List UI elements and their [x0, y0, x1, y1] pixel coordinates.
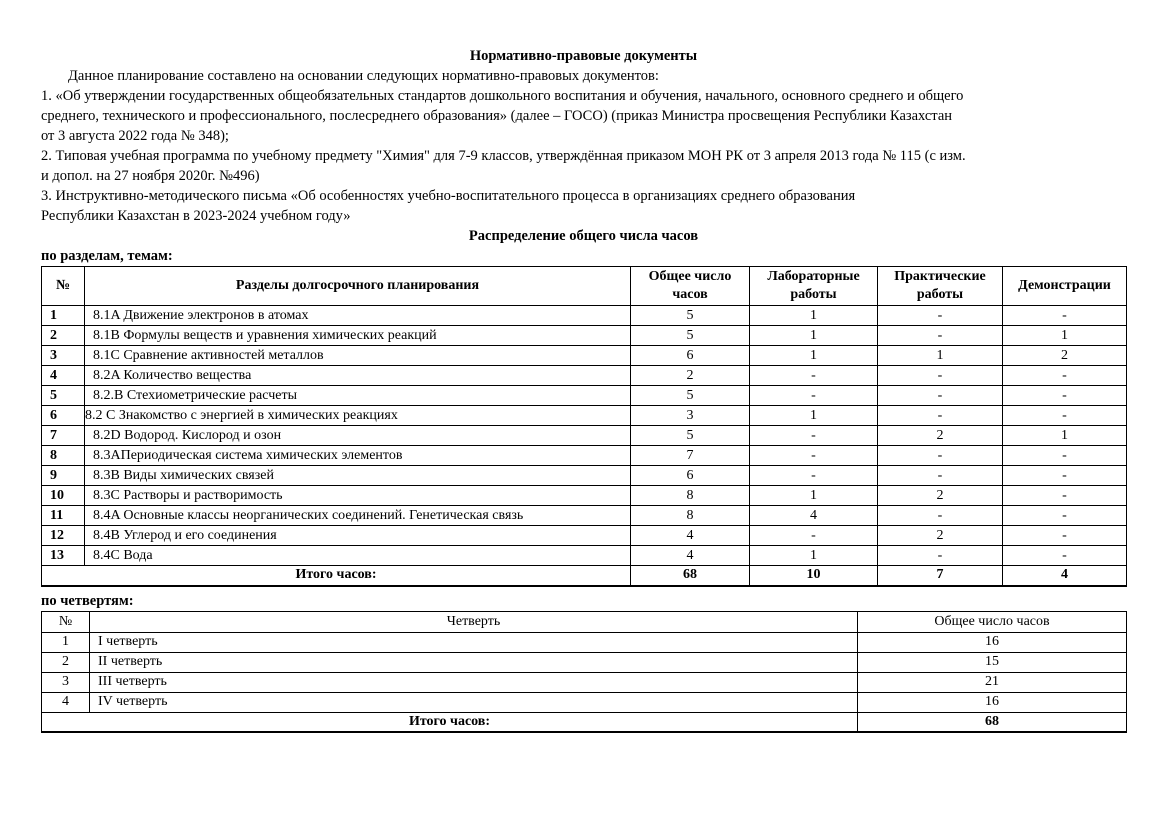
practical-works: -: [878, 506, 1003, 526]
totals-row: [42, 566, 1127, 586]
section-name: 8.4A Основные классы неорганических соединений. Генетическая связь: [85, 506, 631, 526]
table-row: [42, 306, 1127, 326]
total-hours: 4: [631, 526, 750, 546]
practical-works: -: [878, 326, 1003, 346]
practical-works: 1: [878, 346, 1003, 366]
quarter-name: III четверть: [90, 672, 858, 692]
section-name: 8.2.B Стехиометрические расчеты: [85, 386, 631, 406]
table-row: [42, 426, 1127, 446]
intro-line: и допол. на 27 ноября 2020г. №496): [41, 168, 260, 184]
section-name: 8.1C Сравнение активностей металлов: [85, 346, 631, 366]
totals-practical-works: 7: [878, 566, 1003, 586]
section-name: 8.2A Количество вещества: [85, 366, 631, 386]
col-header-practical-works: Практические работы: [878, 267, 1003, 306]
quarter-name: I четверть: [90, 632, 858, 652]
demonstrations: -: [1003, 506, 1127, 526]
lab-works: -: [750, 386, 878, 406]
practical-works: -: [878, 366, 1003, 386]
table-row: [42, 526, 1127, 546]
lab-works: 1: [750, 406, 878, 426]
table-row: [42, 346, 1127, 366]
demonstrations: -: [1003, 466, 1127, 486]
demonstrations: -: [1003, 406, 1127, 426]
col-header-num: №: [42, 611, 90, 632]
total-hours: 6: [631, 346, 750, 366]
demonstrations: -: [1003, 546, 1127, 566]
row-number: 12: [42, 526, 85, 546]
totals-label: Итого часов:: [42, 712, 858, 732]
table-row: [42, 406, 1127, 426]
row-number: 4: [42, 366, 85, 386]
demonstrations: -: [1003, 306, 1127, 326]
section-name: 8.1A Движение электронов в атомах: [85, 306, 631, 326]
totals-lab-works: 10: [750, 566, 878, 586]
sections-table: [41, 266, 1127, 587]
quarter-hours: 15: [858, 652, 1127, 672]
intro-line: среднего, технического и профессионального, послесреднего образования» (далее – ГОСО) (приказ Министра просвещения Республики Казахстан: [41, 108, 953, 124]
row-number: 13: [42, 546, 85, 566]
totals-label: Итого часов:: [42, 566, 631, 586]
practical-works: -: [878, 386, 1003, 406]
table-row: [42, 632, 1127, 652]
total-hours: 4: [631, 546, 750, 566]
table-row: [42, 446, 1127, 466]
totals-demonstrations: 4: [1003, 566, 1127, 586]
intro-line: 1. «Об утверждении государственных общеобязательных стандартов дошкольного воспитания и обучения, начального, основного среднего и общего: [41, 88, 964, 104]
totals-total-hours: 68: [631, 566, 750, 586]
section-name: 8.3C Растворы и растворимость: [85, 486, 631, 506]
intro-line: 2. Типовая учебная программа по учебному предмету "Химия" для 7-9 классов, утверждённая приказом МОН РК от 3 апреля 2013 года № 115 (с изм.: [41, 148, 966, 164]
demonstrations: -: [1003, 526, 1127, 546]
total-hours: 7: [631, 446, 750, 466]
practical-works: 2: [878, 426, 1003, 446]
row-number: 1: [42, 632, 90, 652]
total-hours: 3: [631, 406, 750, 426]
total-hours: 5: [631, 386, 750, 406]
demonstrations: -: [1003, 386, 1127, 406]
totals-hours: 68: [858, 712, 1127, 732]
page-title: Нормативно-правовые документы: [469, 48, 698, 64]
quarters-table: [41, 611, 1127, 734]
practical-works: -: [878, 446, 1003, 466]
table-row: [42, 672, 1127, 692]
row-number: 3: [42, 672, 90, 692]
lab-works: -: [750, 446, 878, 466]
quarter-name: IV четверть: [90, 692, 858, 712]
section-name: 8.4C Вода: [85, 546, 631, 566]
col-header-sections: Разделы долгосрочного планирования: [85, 267, 631, 306]
intro-paragraphs: [41, 66, 1126, 226]
quarter-hours: 21: [858, 672, 1127, 692]
table-row: [42, 466, 1127, 486]
row-number: 9: [42, 466, 85, 486]
practical-works: -: [878, 546, 1003, 566]
section-name: 8.4B Углерод и его соединения: [85, 526, 631, 546]
table-row: [42, 692, 1127, 712]
practical-works: 2: [878, 526, 1003, 546]
quarter-hours: 16: [858, 692, 1127, 712]
lab-works: -: [750, 366, 878, 386]
practical-works: -: [878, 306, 1003, 326]
total-hours: 6: [631, 466, 750, 486]
section-name: 8.1B Формулы веществ и уравнения химических реакций: [85, 326, 631, 346]
col-header-num: №: [42, 267, 85, 306]
lab-works: 1: [750, 326, 878, 346]
total-hours: 5: [631, 426, 750, 446]
lab-works: 1: [750, 306, 878, 326]
demonstrations: -: [1003, 486, 1127, 506]
total-hours: 5: [631, 306, 750, 326]
lab-works: -: [750, 426, 878, 446]
col-header-lab-works: Лабораторные работы: [750, 267, 878, 306]
section-name: 8.3AПериодическая система химических элементов: [85, 446, 631, 466]
sections-table-header-row: [42, 267, 1127, 306]
intro-line: Республики Казахстан в 2023-2024 учебном году»: [41, 208, 351, 224]
lab-works: -: [750, 526, 878, 546]
demonstrations: -: [1003, 446, 1127, 466]
row-number: 2: [42, 326, 85, 346]
table-row: [42, 386, 1127, 406]
total-hours: 5: [631, 326, 750, 346]
table-row: [42, 506, 1127, 526]
demonstrations: 1: [1003, 326, 1127, 346]
col-header-total-hours: Общее число часов: [858, 611, 1127, 632]
row-number: 3: [42, 346, 85, 366]
table-row: [42, 486, 1127, 506]
row-number: 7: [42, 426, 85, 446]
quarter-hours: 16: [858, 632, 1127, 652]
row-number: 11: [42, 506, 85, 526]
lab-works: 1: [750, 346, 878, 366]
distribution-heading: Распределение общего числа часов: [468, 228, 699, 244]
section-name: 8.2D Водород. Кислород и озон: [85, 426, 631, 446]
demonstrations: 1: [1003, 426, 1127, 446]
col-header-quarter: Четверть: [90, 611, 858, 632]
total-hours: 8: [631, 506, 750, 526]
row-number: 10: [42, 486, 85, 506]
sections-label: по разделам, темам:: [41, 248, 173, 264]
lab-works: 1: [750, 486, 878, 506]
demonstrations: 2: [1003, 346, 1127, 366]
practical-works: -: [878, 406, 1003, 426]
row-number: 1: [42, 306, 85, 326]
practical-works: 2: [878, 486, 1003, 506]
section-name: 8.2 C Знакомство с энергией в химических реакциях: [85, 406, 631, 426]
table-row: [42, 546, 1127, 566]
total-hours: 8: [631, 486, 750, 506]
table-row: [42, 366, 1127, 386]
row-number: 5: [42, 386, 85, 406]
quarter-name: II четверть: [90, 652, 858, 672]
col-header-demonstrations: Демонстрации: [1003, 267, 1127, 306]
intro-line: 3. Инструктивно-методического письма «Об особенностях учебно-воспитательного процесса в организациях среднего образования: [41, 188, 856, 204]
col-header-total-hours: Общее число часов: [631, 267, 750, 306]
lab-works: -: [750, 466, 878, 486]
intro-line: Данное планирование составлено на основании следующих нормативно-правовых документов:: [68, 68, 659, 84]
row-number: 8: [42, 446, 85, 466]
table-row: [42, 326, 1127, 346]
lab-works: 1: [750, 546, 878, 566]
lab-works: 4: [750, 506, 878, 526]
quarters-label: по четвертям:: [41, 592, 134, 609]
total-hours: 2: [631, 366, 750, 386]
table-row: [42, 652, 1127, 672]
intro-line: от 3 августа 2022 года № 348);: [41, 128, 229, 144]
row-number: 6: [42, 406, 85, 426]
demonstrations: -: [1003, 366, 1127, 386]
row-number: 4: [42, 692, 90, 712]
row-number: 2: [42, 652, 90, 672]
quarters-table-header-row: [42, 611, 1127, 632]
practical-works: -: [878, 466, 1003, 486]
section-name: 8.3B Виды химических связей: [85, 466, 631, 486]
totals-row: [42, 712, 1127, 732]
